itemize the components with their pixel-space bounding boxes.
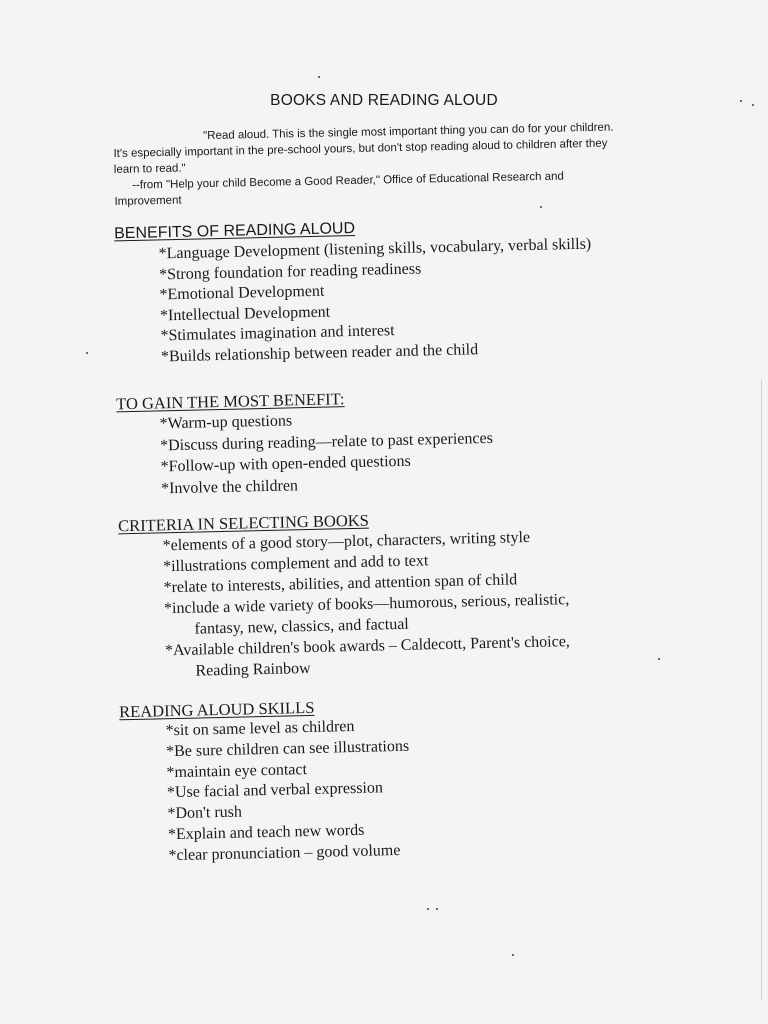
list-item: *Follow-up with open-ended questions	[160, 452, 411, 476]
list-item: *Discuss during reading—relate to past experiences	[159, 429, 494, 454]
list-item: *Don't rush	[167, 803, 243, 823]
list-item: *Available children's book awards – Caldecott, Parent's choice,	[164, 633, 571, 660]
list-item: *maintain eye contact	[166, 760, 308, 781]
criteria-list	[162, 526, 570, 682]
list-item: *Warm-up questions	[159, 412, 293, 433]
list-item: *illustrations complement and add to text	[162, 552, 429, 576]
section-benefits	[0, 211, 768, 365]
scan-speck	[512, 954, 514, 956]
list-item: *clear pronunciation – good volume	[168, 841, 401, 864]
section-criteria	[0, 502, 768, 680]
scan-speck	[436, 908, 438, 910]
list-item: *relate to interests, abilities, and attention span of child	[163, 571, 518, 597]
list-item: *Explain and teach new words	[167, 821, 365, 844]
quote-line: It's especially important in the pre-school yours, but don't stop reading aloud to children after they	[113, 137, 608, 160]
section-heading: BENEFITS OF READING ALOUD	[113, 219, 356, 243]
scan-speck	[318, 76, 320, 78]
quote-line: learn to read."	[113, 162, 186, 176]
section-reading-skills	[0, 688, 768, 864]
list-item: *Builds relationship between reader and the child	[160, 340, 479, 365]
list-item: *elements of a good story—plot, characters, writing style	[162, 528, 531, 555]
list-item: *Be sure children can see illustrations	[165, 737, 410, 761]
list-item: *Emotional Development	[159, 282, 325, 304]
gain-benefit-list	[159, 406, 494, 500]
list-item: *include a wide variety of books—humorous, serious, realistic,	[163, 591, 570, 618]
list-item: *Strong foundation for reading readiness	[158, 259, 422, 283]
list-item: *Intellectual Development	[159, 303, 331, 324]
quote-attribution: --from "Help your child Become a Good Reader," Office of Educational Research and	[132, 170, 564, 192]
list-item-continuation: Reading Rainbow	[195, 659, 311, 680]
page-edge	[761, 380, 762, 1000]
epigraph-quote	[113, 118, 675, 210]
scan-speck	[752, 104, 754, 106]
page-title: BOOKS AND READING ALOUD	[270, 92, 498, 109]
reading-skills-list	[165, 716, 411, 867]
section-gain-benefit	[0, 380, 768, 497]
scan-speck	[86, 352, 88, 354]
list-item-continuation: fantasy, new, classics, and factual	[194, 615, 409, 638]
list-item: *Language Development (listening skills, vocabulary, verbal skills)	[158, 235, 592, 263]
scan-speck	[427, 908, 429, 910]
scan-speck	[658, 658, 660, 660]
list-item: *Involve the children	[160, 476, 299, 497]
section-heading: CRITERIA IN SELECTING BOOKS	[117, 510, 370, 536]
scan-speck	[540, 206, 542, 208]
benefits-list	[158, 235, 593, 368]
list-item: *sit on same level as children	[165, 717, 355, 740]
quote-attribution: Improvement	[114, 194, 182, 208]
section-heading: TO GAIN THE MOST BENEFIT:	[115, 389, 345, 414]
list-item: *Stimulates imagination and interest	[160, 322, 395, 345]
section-heading: READING ALOUD SKILLS	[118, 697, 315, 722]
quote-line: "Read aloud. This is the single most important thing you can do for your children.	[203, 121, 614, 143]
list-item: *Use facial and verbal expression	[166, 779, 384, 802]
scan-speck	[740, 100, 742, 102]
